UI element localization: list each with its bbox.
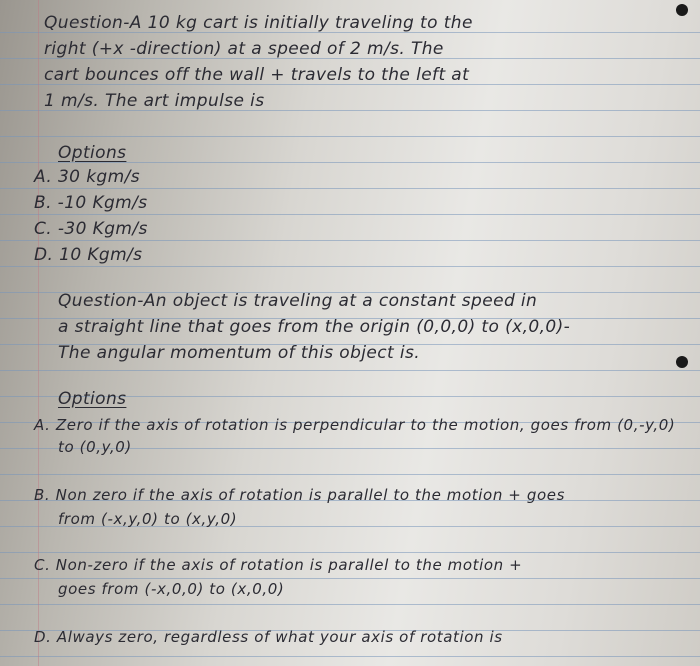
binder-hole [676, 356, 688, 368]
question-2-option-continued: from (-x,y,0) to (x,y,0) [58, 510, 238, 528]
question-1-option: C. -30 Kgm/s [34, 219, 148, 239]
question-1-option: A. 30 kgm/s [34, 167, 140, 187]
question-1-line: 1 m/s. The art impulse is [44, 91, 265, 111]
question-1-line: right (+x -direction) at a speed of 2 m/s. The [44, 39, 444, 59]
ruled-line [0, 552, 700, 553]
ruled-line [0, 604, 700, 605]
ruled-line [0, 188, 700, 189]
question-1-line: cart bounces off the wall + travels to the left at [44, 65, 470, 85]
question-2-line: The angular momentum of this object is. [58, 343, 421, 363]
ruled-line [0, 474, 700, 475]
ruled-line [0, 136, 700, 137]
question-1-option: D. 10 Kgm/s [34, 245, 143, 265]
question-2-option-continued: to (0,y,0) [58, 438, 132, 456]
question-2-option-continued: goes from (-x,0,0) to (x,0,0) [58, 580, 285, 598]
question-2-options-heading: Options [58, 389, 127, 409]
question-2-line: Question-An object is traveling at a constant speed in [58, 291, 538, 311]
question-1-option: B. -10 Kgm/s [34, 193, 148, 213]
ruled-line [0, 370, 700, 371]
question-2-option: C. Non-zero if the axis of rotation is parallel to the motion + [34, 556, 523, 574]
binder-hole [676, 4, 688, 16]
ruled-line [0, 214, 700, 215]
question-1-options-heading: Options [58, 143, 127, 163]
ruled-line [0, 266, 700, 267]
ruled-line [0, 240, 700, 241]
question-2-line: a straight line that goes from the origin (0,0,0) to (x,0,0)- [58, 317, 571, 337]
question-2-option: B. Non zero if the axis of rotation is parallel to the motion + goes [34, 486, 565, 504]
ruled-line [0, 656, 700, 657]
question-2-option: A. Zero if the axis of rotation is perpendicular to the motion, goes from (0,-y,0) [34, 416, 676, 434]
question-1-line: Question-A 10 kg cart is initially traveling to the [44, 13, 473, 33]
question-2-option: D. Always zero, regardless of what your axis of rotation is [34, 628, 503, 646]
